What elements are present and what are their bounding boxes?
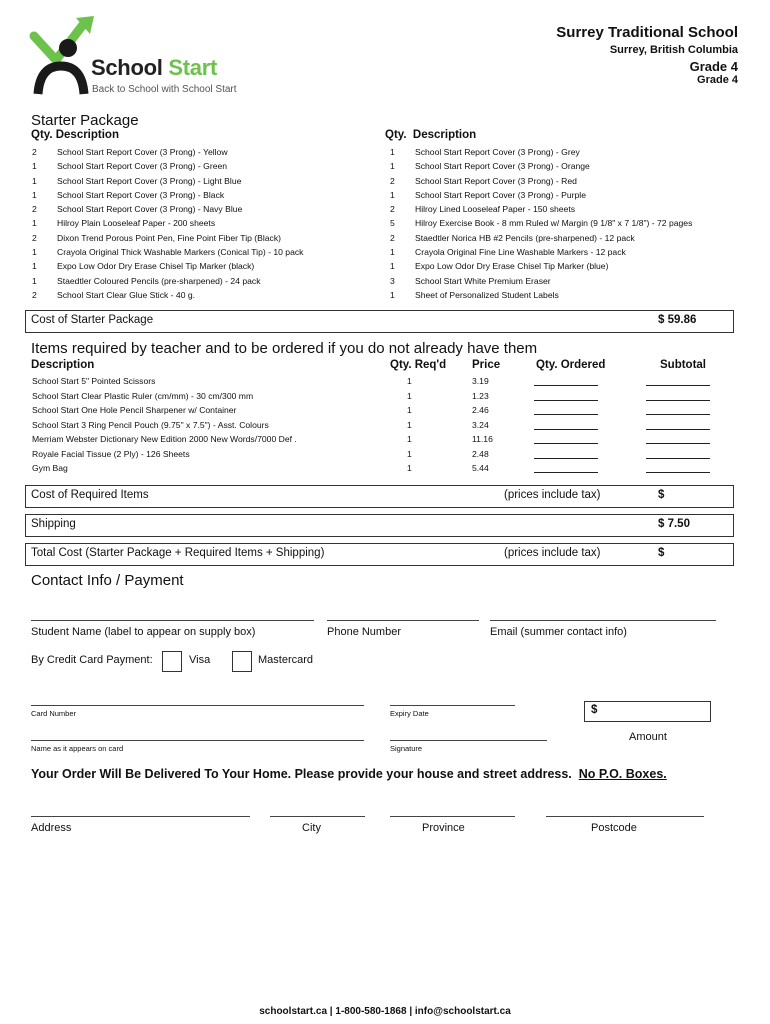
starter-cost-label: Cost of Starter Package xyxy=(31,314,154,326)
logo-tagline: Back to School with School Start xyxy=(92,84,237,95)
qty-ordered-field[interactable] xyxy=(534,458,598,459)
signature-label: Signature xyxy=(390,744,423,753)
grade-primary: Grade 4 xyxy=(689,59,738,74)
subtotal-field[interactable] xyxy=(646,429,710,430)
email-field[interactable] xyxy=(490,620,716,621)
starter-package-title: Starter Package xyxy=(31,112,139,129)
total-cost-value[interactable]: $ xyxy=(658,547,665,559)
starter-left-header: Qty. Description xyxy=(31,129,119,141)
list-item: 1 School Start Report Cover (3 Prong) - Green xyxy=(32,161,228,172)
list-item: 2 School Start Clear Glue Stick - 40 g. xyxy=(32,289,196,300)
list-item: 2 School Start Report Cover (3 Prong) - Navy Blue xyxy=(32,204,243,215)
list-item: 1 School Start Report Cover (3 Prong) - Black xyxy=(32,189,225,200)
qty-ordered-field[interactable] xyxy=(534,414,598,415)
required-ordered-header: Qty. Ordered xyxy=(536,359,606,371)
required-desc-header: Description xyxy=(31,359,95,371)
delivery-notice: Your Order Will Be Delivered To Your Home. Please provide your house and street address. No P.O. Boxes. xyxy=(31,767,667,781)
signature-field[interactable] xyxy=(390,740,547,741)
table-row: School Start One Hole Pencil Sharpener w/ Container 1 2.46 xyxy=(32,403,732,418)
table-row: School Start Clear Plastic Ruler (cm/mm) - 30 cm/300 mm 1 1.23 xyxy=(32,389,732,404)
address-label: Address xyxy=(31,822,72,834)
city-field[interactable] xyxy=(270,816,365,817)
table-row: School Start 3 Ring Pencil Pouch (9.75" x 7.5") - Asst. Colours 1 3.24 xyxy=(32,418,732,433)
list-item: 1 Expo Low Odor Dry Erase Chisel Tip Marker (blue) xyxy=(390,261,609,272)
required-price-header: Price xyxy=(472,359,501,371)
total-cost-box xyxy=(25,543,734,566)
list-item: 1 Crayola Original Fine Line Washable Markers - 12 pack xyxy=(390,247,626,258)
list-item: 1 Staedtler Coloured Pencils (pre-sharpened) - 24 pack xyxy=(32,275,261,286)
expiry-field[interactable] xyxy=(390,705,515,706)
qty-ordered-field[interactable] xyxy=(534,400,598,401)
table-row: Merriam Webster Dictionary New Edition 2000 New Words/7000 Def . 1 11.16 xyxy=(32,432,732,447)
phone-label: Phone Number xyxy=(327,626,401,638)
table-row: School Start 5" Pointed Scissors 1 3.19 xyxy=(32,374,732,389)
subtotal-field[interactable] xyxy=(646,400,710,401)
mastercard-label: Mastercard xyxy=(258,654,314,666)
list-item: 2 Staedtler Norica HB #2 Pencils (pre-sharpened) - 12 pack xyxy=(390,232,635,243)
shipping-label: Shipping xyxy=(31,518,76,530)
qty-ordered-field[interactable] xyxy=(534,472,598,473)
student-name-field[interactable] xyxy=(31,620,314,621)
required-cost-value[interactable]: $ xyxy=(658,489,665,501)
grade-secondary: Grade 4 xyxy=(697,74,738,86)
email-label: Email (summer contact info) xyxy=(490,626,627,638)
payment-label: By Credit Card Payment: xyxy=(31,654,153,666)
school-start-logo-icon xyxy=(28,16,98,96)
starter-cost-box xyxy=(25,310,734,333)
required-subtotal-header: Subtotal xyxy=(660,359,706,371)
total-tax-note: (prices include tax) xyxy=(504,547,601,559)
amount-currency: $ xyxy=(591,704,598,716)
total-cost-label: Total Cost (Starter Package + Required Items + Shipping) xyxy=(31,547,325,559)
province-label: Province xyxy=(422,822,465,834)
list-item: 1 Hilroy Plain Looseleaf Paper - 200 sheets xyxy=(32,218,216,229)
subtotal-field[interactable] xyxy=(646,443,710,444)
visa-label: Visa xyxy=(189,654,211,666)
postcode-field[interactable] xyxy=(546,816,704,817)
postcode-label: Postcode xyxy=(591,822,637,834)
list-item: 1 Crayola Original Thick Washable Markers (Conical Tip) - 10 pack xyxy=(32,247,304,258)
list-item: 3 School Start White Premium Eraser xyxy=(390,275,551,286)
required-items-title: Items required by teacher and to be ordered if you do not already have them xyxy=(31,340,538,357)
footer-contact: schoolstart.ca | 1-800-580-1868 | info@schoolstart.ca xyxy=(259,1006,511,1017)
required-cost-label: Cost of Required Items xyxy=(31,489,149,501)
required-cost-box xyxy=(25,485,734,508)
subtotal-field[interactable] xyxy=(646,414,710,415)
school-location: Surrey, British Columbia xyxy=(609,44,738,56)
phone-field[interactable] xyxy=(327,620,479,621)
list-item: 1 School Start Report Cover (3 Prong) - Grey xyxy=(390,147,580,157)
card-number-field[interactable] xyxy=(31,705,364,706)
list-item: 2 School Start Report Cover (3 Prong) - Red xyxy=(390,175,577,186)
list-item: 5 Hilroy Exercise Book - 8 mm Ruled w/ Margin (9 1/8" x 7 1/8") - 72 pages xyxy=(390,218,693,229)
list-item: 1 School Start Report Cover (3 Prong) - Orange xyxy=(390,161,590,172)
qty-ordered-field[interactable] xyxy=(534,429,598,430)
qty-ordered-field[interactable] xyxy=(534,385,598,386)
card-number-label: Card Number xyxy=(31,709,77,718)
list-item: 1 Sheet of Personalized Student Labels xyxy=(390,289,559,300)
shipping-box xyxy=(25,514,734,537)
list-item: 2 School Start Report Cover (3 Prong) - Yellow xyxy=(32,147,228,157)
shipping-value: $ 7.50 xyxy=(658,518,690,530)
list-item: 2 Hilroy Lined Looseleaf Paper - 150 sheets xyxy=(390,204,576,215)
required-qty-header: Qty. Req'd xyxy=(390,359,447,371)
name-on-card-label: Name as it appears on card xyxy=(31,744,124,753)
list-item: 1 Expo Low Odor Dry Erase Chisel Tip Marker (black) xyxy=(32,261,255,272)
city-label: City xyxy=(302,822,321,834)
subtotal-field[interactable] xyxy=(646,385,710,386)
starter-right-list xyxy=(390,145,740,302)
expiry-label: Expiry Date xyxy=(390,709,429,718)
starter-cost-value: $ 59.86 xyxy=(658,314,697,326)
list-item: 2 Dixon Trend Porous Point Pen, Fine Point Fiber Tip (Black) xyxy=(32,232,282,243)
starter-left-list xyxy=(32,145,362,302)
province-field[interactable] xyxy=(390,816,515,817)
logo-wordmark: School Start xyxy=(91,55,217,80)
address-field[interactable] xyxy=(31,816,250,817)
subtotal-field[interactable] xyxy=(646,472,710,473)
mastercard-checkbox[interactable] xyxy=(232,651,252,672)
table-row: Gym Bag 1 5.44 xyxy=(32,461,732,476)
list-item: 1 School Start Report Cover (3 Prong) - Purple xyxy=(390,189,586,200)
name-on-card-field[interactable] xyxy=(31,740,364,741)
school-name: Surrey Traditional School xyxy=(556,24,738,41)
qty-ordered-field[interactable] xyxy=(534,443,598,444)
starter-right-header: Qty. Description xyxy=(385,129,477,141)
subtotal-field[interactable] xyxy=(646,458,710,459)
contact-title: Contact Info / Payment xyxy=(31,572,184,589)
visa-checkbox[interactable] xyxy=(162,651,182,672)
amount-field[interactable] xyxy=(584,701,711,722)
table-row: Royale Facial Tissue (2 Ply) - 126 Sheets 1 2.48 xyxy=(32,447,732,462)
amount-label: Amount xyxy=(629,731,667,743)
student-name-label: Student Name (label to appear on supply box) xyxy=(31,626,256,638)
list-item: 1 School Start Report Cover (3 Prong) - Light Blue xyxy=(32,175,242,186)
required-tax-note: (prices include tax) xyxy=(504,489,601,501)
required-items-table xyxy=(32,374,732,476)
